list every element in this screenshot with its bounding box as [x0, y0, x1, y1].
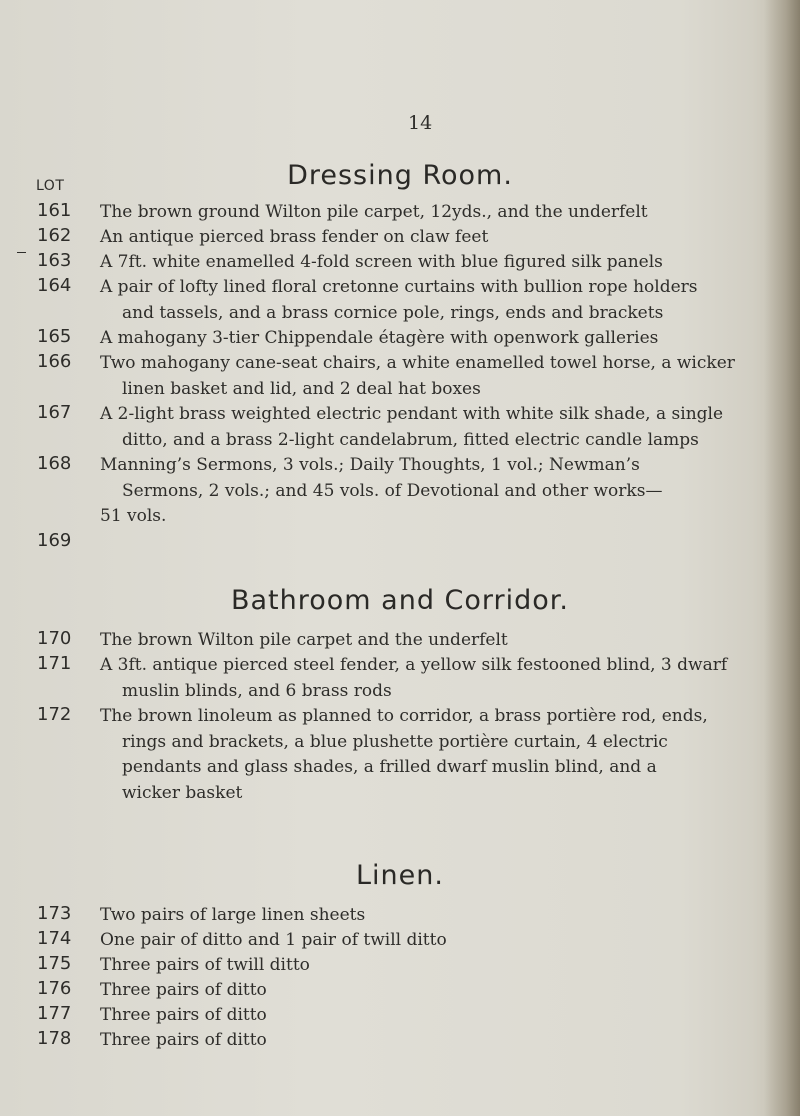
- lot-number: 171: [37, 653, 72, 674]
- lot-line: A 3ft. antique pierced steel fender, a yellow silk festooned blind, 3 dwarf: [100, 655, 728, 675]
- lot-number: 178: [37, 1028, 72, 1049]
- lot-line: and tassels, and a brass cornice pole, rings, ends and brackets: [122, 302, 664, 323]
- lot-line: The brown Wilton pile carpet and the underfelt: [100, 630, 508, 650]
- lot-description: [100, 978, 735, 1004]
- lot-description: [100, 351, 735, 402]
- lot-description: [100, 704, 735, 806]
- lot-number: 163: [37, 250, 72, 271]
- lot-line: Three pairs of ditto: [100, 980, 267, 1000]
- lot-line: Sermons, 2 vols.; and 45 vols. of Devotional and other works—: [122, 480, 663, 501]
- section-title-dressing-room: Dressing Room.: [287, 160, 513, 191]
- lot-line: A pair of lofty lined floral cretonne curtains with bullion rope holders: [100, 277, 698, 297]
- lot-line: A mahogany 3-tier Chippendale étagère with openwork galleries: [100, 328, 659, 348]
- lot-line: muslin blinds, and 6 brass rods: [122, 680, 392, 701]
- lot-description: [100, 275, 735, 326]
- lot-description: [100, 928, 735, 954]
- lot-number: 173: [37, 903, 72, 924]
- lot-line: A 2-light brass weighted electric pendant with white silk shade, a single: [100, 404, 724, 424]
- lot-description: [100, 1028, 735, 1054]
- lot-number: 162: [37, 225, 72, 246]
- lot-line: ditto, and a brass 2-light candelabrum, fitted electric candle lamps: [122, 429, 699, 450]
- lot-description: [100, 953, 735, 979]
- lot-line: Three pairs of ditto: [100, 1005, 267, 1025]
- lot-description: [100, 628, 735, 654]
- lot-line: One pair of ditto and 1 pair of twill ditto: [100, 930, 447, 950]
- lot-number: 161: [37, 200, 72, 221]
- lot-description: [100, 200, 735, 226]
- lot-line: pendants and glass shades, a frilled dwarf muslin blind, and a: [122, 757, 657, 778]
- section-title-bathroom-corridor: Bathroom and Corridor.: [230, 585, 570, 616]
- lot-description: [100, 250, 735, 276]
- lot-description: [100, 453, 735, 530]
- lot-number: 165: [37, 326, 72, 347]
- lot-line: A 7ft. white enamelled 4-fold screen with blue figured silk panels: [100, 252, 663, 272]
- section-title-linen: Linen.: [356, 860, 444, 891]
- lot-line: Three pairs of twill ditto: [100, 955, 310, 975]
- lot-column-header: LOT: [36, 178, 65, 194]
- lot-description: [100, 653, 735, 704]
- lot-number: 177: [37, 1003, 72, 1024]
- lot-number: 172: [37, 704, 72, 725]
- margin-mark: [17, 252, 26, 253]
- lot-number: 170: [37, 628, 72, 649]
- lot-line: Manning’s Sermons, 3 vols.; Daily Thoughts, 1 vol.; Newman’s: [100, 455, 640, 475]
- lot-number: 168: [37, 453, 72, 474]
- lot-number: 164: [37, 275, 72, 296]
- lot-description: [100, 402, 735, 453]
- lot-line: 51 vols.: [100, 506, 167, 527]
- lot-number: 166: [37, 351, 72, 372]
- lot-line: The brown ground Wilton pile carpet, 12yds., and the underfelt: [100, 202, 648, 222]
- lot-line: linen basket and lid, and 2 deal hat boxes: [122, 378, 481, 399]
- lot-description: [100, 903, 735, 929]
- page-number: 14: [408, 112, 433, 134]
- lot-description: [100, 326, 735, 352]
- lot-description: [100, 1003, 735, 1029]
- lot-description: [100, 225, 735, 251]
- lot-line: The brown linoleum as planned to corridor, a brass portière rod, ends,: [100, 706, 708, 726]
- lot-line: Two mahogany cane-seat chairs, a white enamelled towel horse, a wicker: [100, 353, 735, 373]
- lot-line: Three pairs of ditto: [100, 1030, 267, 1050]
- lot-number: 176: [37, 978, 72, 999]
- lot-number: 175: [37, 953, 72, 974]
- lot-number: 174: [37, 928, 72, 949]
- lot-line: An antique pierced brass fender on claw feet: [100, 227, 489, 247]
- lot-line: rings and brackets, a blue plushette portière curtain, 4 electric: [122, 731, 668, 752]
- lot-number: 169: [37, 530, 72, 551]
- lot-line: wicker basket: [122, 782, 243, 803]
- lot-line: Two pairs of large linen sheets: [100, 905, 366, 925]
- lot-number: 167: [37, 402, 72, 423]
